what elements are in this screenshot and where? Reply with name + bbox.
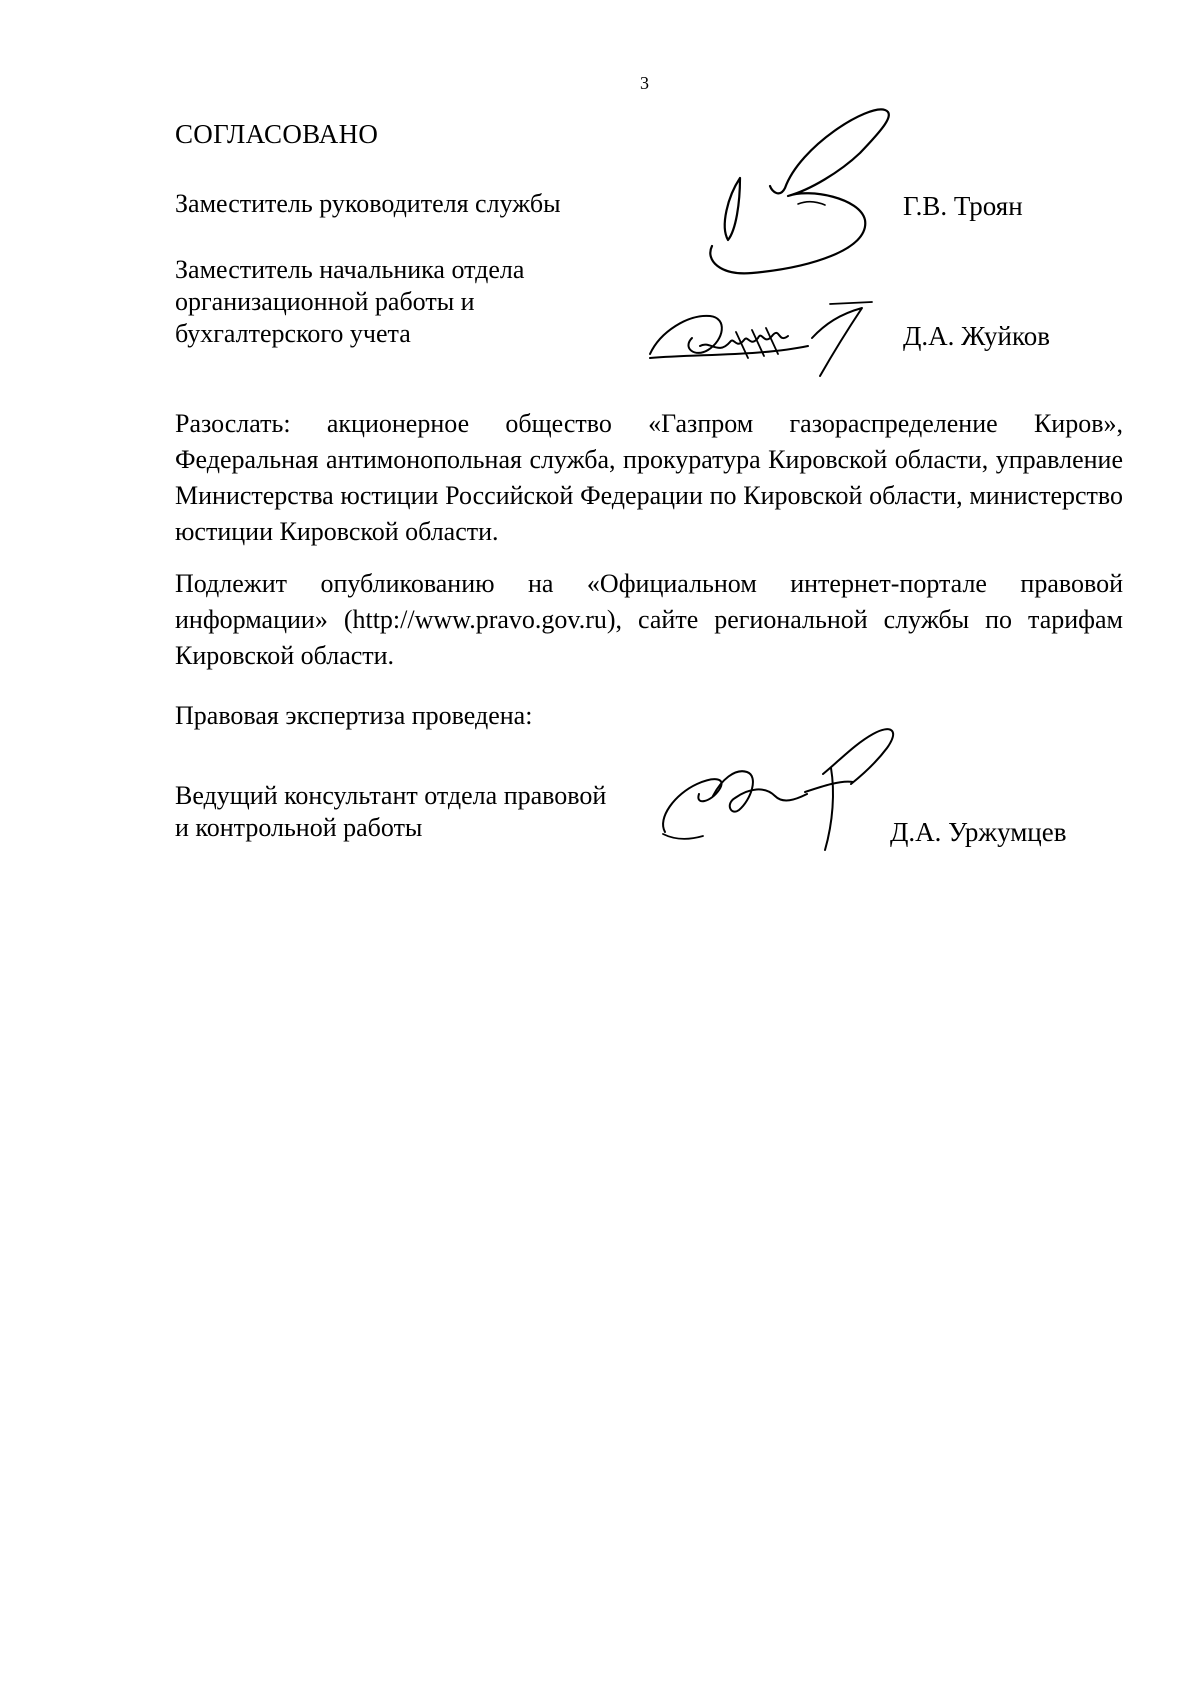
legal-reviewer-title-line-1: Ведущий консультант отдела правовой (175, 781, 607, 810)
legal-reviewer-name: Д.А. Уржумцев (890, 817, 1067, 847)
signatory-2-title-line-3: бухгалтерского учета (175, 319, 411, 348)
signatory-2-title-line-1: Заместитель начальника отдела (175, 255, 525, 284)
legal-reviewer-signature (655, 722, 935, 862)
legal-reviewer-title-line-2: и контрольной работы (175, 813, 423, 842)
signatory-1-signature (690, 108, 910, 288)
distribution-paragraph: Разослать: акционерное общество «Газпром газораспределение Киров», Федеральная антимонопольная служба, прокуратура Кировской области, управление Министерства юстиции Российской Федерации по Кировской области, министерство юстиции Кировской области. (175, 409, 1123, 546)
publication-paragraph: Подлежит опубликованию на «Официальном интернет-портале правовой информации» (http://www.pravo.gov.ru), сайте региональной службы по тарифам Кировской области. (175, 569, 1123, 670)
page-number: 3 (640, 73, 649, 93)
signatory-1-name: Г.В. Троян (903, 191, 1023, 221)
legal-review-label: Правовая экспертиза проведена: (175, 701, 533, 730)
signatory-2-title-line-2: организационной работы и (175, 287, 475, 316)
signatory-2-signature (640, 296, 900, 386)
signatory-2-name: Д.А. Жуйков (903, 321, 1050, 351)
approval-heading: СОГЛАСОВАНО (175, 119, 379, 149)
signatory-1-title-line-1: Заместитель руководителя службы (175, 189, 561, 218)
